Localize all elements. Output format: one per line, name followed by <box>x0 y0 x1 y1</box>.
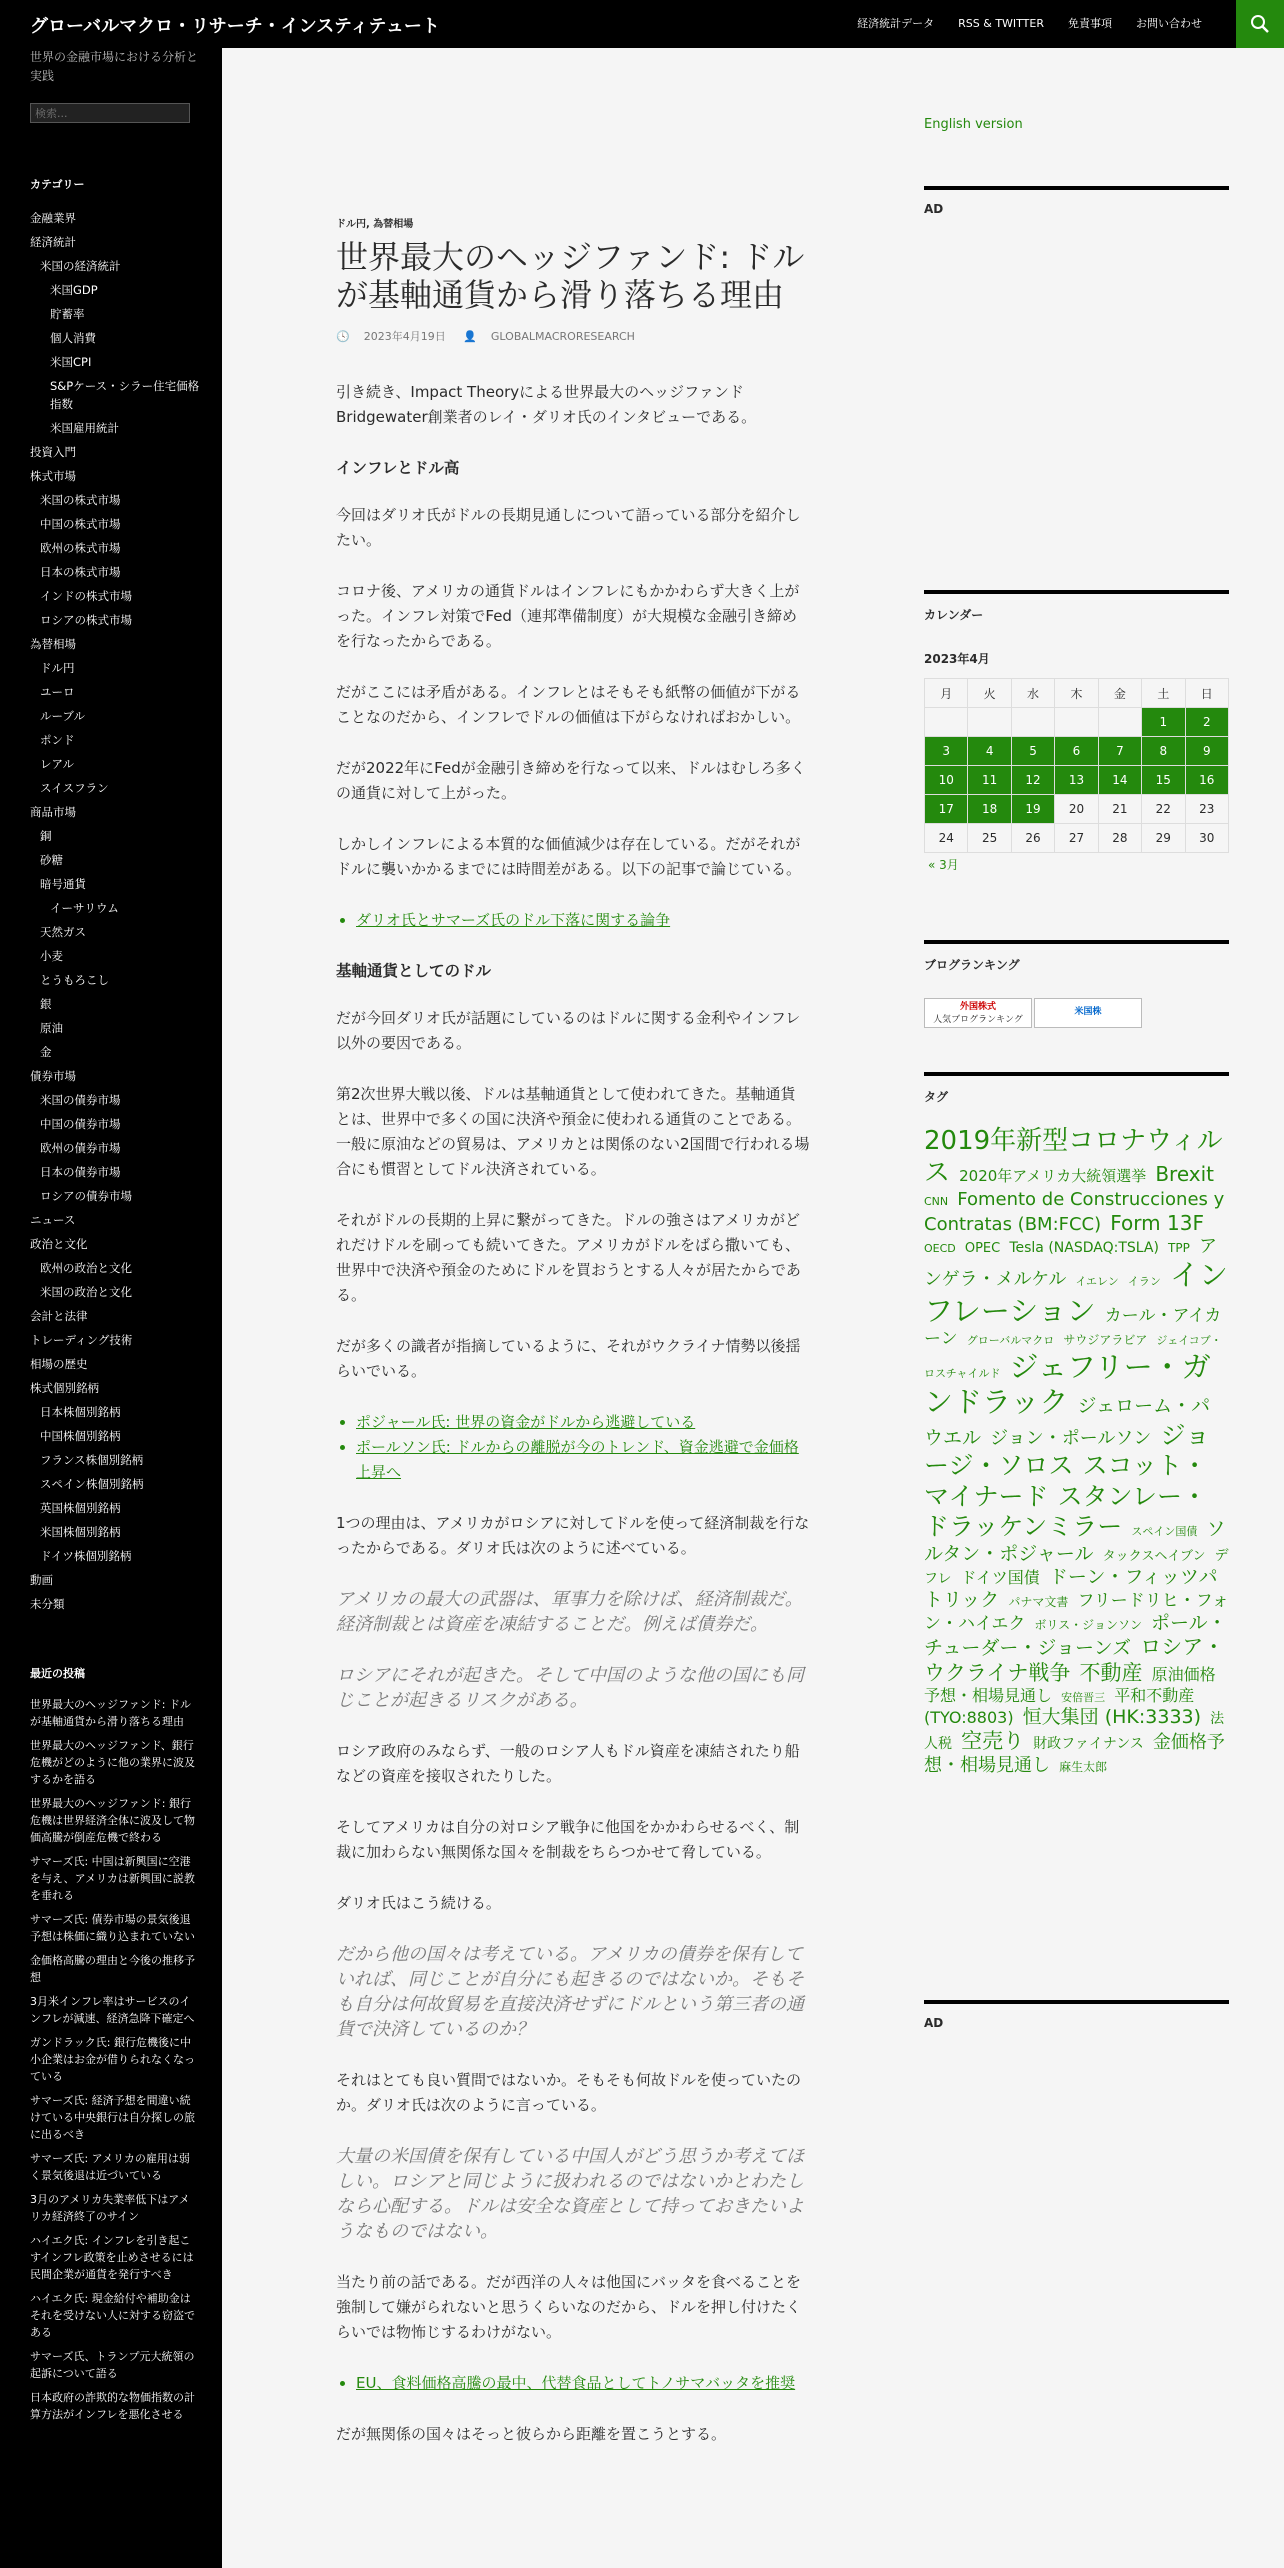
recent-post-link[interactable]: ガンドラック氏: 銀行危機後に中小企業はお金が借りられなくなっている <box>30 2036 195 2083</box>
tag-link[interactable]: パナマ文書 <box>1008 1594 1069 1609</box>
weekday-header: 木 <box>1055 679 1098 708</box>
paragraph: それはとても良い質問ではないか。そもそも何故ドルを使っていたのか。ダリオ氏は次のように言っている。 <box>336 2071 802 2114</box>
paragraph: しかしインフレによる本質的な価値減少は存在している。だがそれがドルに襲いかかるまでには時間差がある。以下の記事で論じている。 <box>336 835 802 878</box>
tag-link[interactable]: 2019年新型コロナウィルス <box>924 1126 1223 1188</box>
search-button[interactable] <box>1236 0 1284 48</box>
paragraph: コロナ後、アメリカの通貨ドルはインフレにもかかわらず大きく上がった。インフレ対策でFed（連邦準備制度）が大規模な金融引き締めを行なったからである。 <box>336 582 800 650</box>
calendar-day[interactable]: 10 <box>925 766 968 795</box>
calendar-empty-cell <box>925 708 968 737</box>
tag-link[interactable]: OPEC <box>964 1241 1001 1257</box>
category-item[interactable]: とうもろこし <box>40 973 109 987</box>
paragraph: 1つの理由は、アメリカがロシアに対してドルを使って経済制裁を行なったからである。ダリオ氏は次のように述べている。 <box>336 1514 810 1557</box>
calendar-day[interactable]: 1 <box>1142 708 1185 737</box>
ranking-badge-us-stocks[interactable] <box>1034 998 1142 1028</box>
tag-link[interactable]: インフレーション <box>924 1258 1228 1328</box>
calendar-day[interactable]: 16 <box>1185 766 1228 795</box>
entry-categories[interactable]: ドル円, 為替相場 <box>336 219 414 230</box>
tag-link[interactable]: 平和不動産 (TYO:8803) <box>924 1686 1195 1727</box>
paragraph: 第2次世界大戦以後、ドルは基軸通貨として使われてきた。基軸通貨とは、世界中で多くの国に決済や預金に使われる通貨のことである。一般に原油などの貿易は、アメリカとは関係のない2国間で行われる場合にも慣習としてドル決済されている。 <box>336 1085 810 1178</box>
category-item[interactable]: 会計と法律 <box>30 1309 88 1323</box>
category-item[interactable]: 原油 <box>40 1021 63 1035</box>
blockquote: ロシアにそれが起きた。そして中国のような他の国にも同じことが起きるリスクがある。 <box>336 1665 804 1711</box>
tag-link[interactable]: ジョン・ポールソン <box>990 1427 1152 1449</box>
category-item[interactable]: 米国の債券市場 <box>40 1093 121 1107</box>
paragraph: だがここには矛盾がある。インフレとはそもそも紙幣の価値が下がることなのだから、インフレでドルの価値は下がらなければおかしい。 <box>336 683 801 726</box>
blockquote: アメリカの最大の武器は、軍事力を除けば、経済制裁だ。経済制裁とは資産を凍結することだ。例えば債券だ。 <box>336 1589 803 1635</box>
category-item[interactable]: 相場の歴史 <box>30 1357 88 1371</box>
weekday-header: 月 <box>925 679 968 708</box>
site-title[interactable]: グローバルマクロ・リサーチ・インスティテュート <box>30 16 440 37</box>
category-item[interactable]: 欧州の株式市場 <box>40 541 121 555</box>
paragraph: ダリオ氏はこう続ける。 <box>336 1894 501 1912</box>
site-tagline: 世界の金融市場における分析と実践 <box>30 50 199 83</box>
category-item[interactable]: 銀 <box>40 997 52 1011</box>
tag-link[interactable]: CNN <box>924 1195 949 1209</box>
recent-posts-title: 最近の投稿 <box>30 1667 85 1680</box>
category-item[interactable]: 日本株個別銘柄 <box>40 1405 121 1419</box>
tag-link[interactable]: 空売り <box>961 1729 1025 1754</box>
category-item[interactable]: 商品市場 <box>30 805 76 819</box>
tag-link[interactable]: デフレ <box>924 1547 1229 1587</box>
blockquote: 大量の米国債を保有している中国人がどう思うか考えてほしい。ロシアと同じように扱われるのではないかとわたしなら心配する。ドルは安全な資産として持っておきたいようなものではない。 <box>336 2146 804 2242</box>
paragraph: ロシア政府のみならず、一般のロシア人もドル資産を凍結されたり船などの資産を接収されたりした。 <box>336 1742 800 1785</box>
paragraph: だが多くの識者が指摘しているように、それがウクライナ情勢以後揺らいでいる。 <box>336 1337 801 1380</box>
calendar-day[interactable]: 7 <box>1098 737 1141 766</box>
tag-link[interactable]: ボリス・ジョンソン <box>1034 1618 1142 1633</box>
recent-post-link[interactable]: 世界最大のヘッジファンド、銀行危機がどのように他の業界に波及するかを語る <box>30 1739 195 1786</box>
calendar-prev-link[interactable]: « 3月 <box>928 858 959 872</box>
category-item[interactable]: S&Pケース・シラー住宅価格指数 <box>50 379 200 411</box>
calendar-day[interactable]: 18 <box>968 795 1011 824</box>
article-title: 世界最大のヘッジファンド: ドルが基軸通貨から滑り落ちる理由 <box>336 238 805 314</box>
category-item[interactable]: 中国株個別銘柄 <box>40 1429 121 1443</box>
category-item[interactable]: 為替相場 <box>30 637 76 651</box>
tag-link[interactable]: カール・アイカーン <box>924 1305 1222 1350</box>
category-item[interactable]: 株式個別銘柄 <box>30 1381 99 1395</box>
user-icon: 👤 <box>463 330 477 343</box>
tag-link[interactable]: ジェローム・パウエル <box>924 1395 1211 1449</box>
related-link[interactable]: EU、食料価格高騰の最中、代替食品としてトノサマバッタを推奨 <box>356 2374 796 2392</box>
search-input[interactable] <box>30 103 190 123</box>
article <box>336 215 810 2473</box>
calendar-day[interactable]: 5 <box>1011 737 1054 766</box>
clock-icon: 🕓 <box>336 330 350 343</box>
recent-post-link[interactable]: 世界最大のヘッジファンド: ドルが基軸通貨から滑り落ちる理由 <box>30 1698 191 1728</box>
recent-post-link[interactable]: 3月のアメリカ失業率低下はアメリカ経済終了のサイン <box>30 2193 190 2223</box>
category-item[interactable]: 投資入門 <box>30 445 76 459</box>
tag-link[interactable]: Tesla (NASDAQ:TSLA) <box>1009 1240 1159 1257</box>
related-links <box>336 1410 810 1485</box>
category-item[interactable]: 金 <box>40 1045 52 1059</box>
calendar-title: カレンダー <box>924 608 984 622</box>
category-item[interactable]: 金融業界 <box>30 211 76 225</box>
calendar-day: 25 <box>968 824 1011 853</box>
weekday-header: 日 <box>1185 679 1228 708</box>
top-nav <box>845 0 1214 48</box>
weekday-header: 土 <box>1142 679 1185 708</box>
category-item[interactable]: 天然ガス <box>40 925 86 939</box>
badge-top-text: 外国株式 <box>959 1002 996 1012</box>
ranking-title: ブログランキング <box>924 958 1020 972</box>
paragraph: だが今回ダリオ氏が話題にしているのはドルに関する金利やインフレ以外の要因である。 <box>336 1009 801 1052</box>
paragraph: そしてアメリカは自分の対ロシア戦争に他国をかかわらせるべく、制裁に加わらない無関係な国々を制裁をちらつかせて脅している。 <box>336 1818 800 1861</box>
calendar-table <box>924 678 1229 853</box>
tag-link[interactable]: 麻生太郎 <box>1059 1759 1108 1774</box>
tag-link[interactable]: ジョージ・ソロス <box>924 1420 1210 1481</box>
recent-post-link[interactable]: サマーズ氏: 経済予想を間違い続けている中央銀行は自分探しの旅に出るべき <box>30 2094 195 2141</box>
tag-link[interactable]: 財政ファイナンス <box>1033 1736 1144 1753</box>
related-link-item <box>356 2371 810 2396</box>
related-link[interactable]: ポールソン氏: ドルからの離脱が今のトレンド、資金逃避で金価格上昇へ <box>356 1438 799 1481</box>
tag-link[interactable]: ドイツ国債 <box>960 1567 1040 1587</box>
tag-link[interactable]: 恒大集団 (HK:3333) <box>1022 1705 1202 1728</box>
category-item[interactable]: 砂糖 <box>40 853 63 867</box>
ranking-widget <box>924 940 1229 1054</box>
tag-link[interactable]: サウジアラビア <box>1063 1333 1148 1348</box>
calendar-day[interactable]: 17 <box>925 795 968 824</box>
calendar-day: 28 <box>1098 824 1141 853</box>
tag-link[interactable]: スペイン国債 <box>1131 1525 1198 1539</box>
category-item[interactable]: 米国株個別銘柄 <box>40 1525 121 1539</box>
related-link[interactable]: ダリオ氏とサマーズ氏のドル下落に関する論争 <box>356 911 671 929</box>
category-item[interactable]: 銅 <box>40 829 52 843</box>
tag-link[interactable]: 金価格予想・相場見通し <box>924 1732 1225 1776</box>
calendar-day[interactable]: 4 <box>968 737 1011 766</box>
ranking-badge-foreign-stocks[interactable] <box>924 998 1032 1028</box>
calendar-day[interactable]: 11 <box>968 766 1011 795</box>
category-item[interactable]: 経済統計 <box>30 235 76 249</box>
recent-post-link[interactable]: 金価格高騰の理由と今後の推移予想 <box>30 1954 195 1984</box>
category-item[interactable]: 米国の株式市場 <box>40 493 121 507</box>
related-link-item <box>356 1410 810 1435</box>
search-icon <box>1250 14 1270 34</box>
recent-post-link[interactable]: サマーズ氏、トランプ元大統領の起訴について語る <box>30 2350 195 2380</box>
calendar-day: 29 <box>1142 824 1185 853</box>
category-item[interactable]: ユーロ <box>40 685 75 699</box>
category-item[interactable]: ロシアの債券市場 <box>40 1189 132 1203</box>
weekday-header: 火 <box>968 679 1011 708</box>
tag-link[interactable]: フリードリヒ・フォン・ハイエク <box>924 1590 1229 1635</box>
paragraph: だが2022年にFedが金融引き締めを行なって以来、ドルはむしろ多くの通貨に対して上がった。 <box>336 759 806 802</box>
nav-disclaimer[interactable]: 免責事項 <box>1068 17 1112 30</box>
category-item[interactable]: ロシアの株式市場 <box>40 613 132 627</box>
calendar-widget <box>924 590 1229 914</box>
ad-title: AD <box>924 202 944 216</box>
category-item[interactable]: 個人消費 <box>50 331 96 345</box>
tag-link[interactable]: アンゲラ・メルケル <box>924 1236 1217 1291</box>
category-item[interactable]: 欧州の債券市場 <box>40 1141 121 1155</box>
tag-link[interactable]: 2020年アメリカ大統領選挙 <box>959 1166 1147 1185</box>
paragraph: 今回はダリオ氏がドルの長期見通しについて語っている部分を紹介したい。 <box>336 506 801 549</box>
calendar-day[interactable]: 3 <box>925 737 968 766</box>
tag-link[interactable]: 法人税 <box>924 1710 1225 1753</box>
tag-link[interactable]: ジェイコブ・ロスチャイルド <box>924 1334 1222 1380</box>
related-links <box>336 908 810 933</box>
category-item[interactable]: 小麦 <box>40 949 63 963</box>
recent-post-link[interactable]: 日本政府の詐欺的な物価指数の計算方法がインフレを悪化させる <box>30 2391 195 2421</box>
category-item[interactable]: 日本の株式市場 <box>40 565 121 579</box>
category-item[interactable]: 動画 <box>30 1573 53 1587</box>
category-item[interactable]: 債券市場 <box>30 1069 76 1083</box>
tag-link[interactable]: イラン <box>1127 1275 1161 1289</box>
recent-post-link[interactable]: 3月米インフレ率はサービスのインフレが減速、経済急降下確定へ <box>30 1995 195 2025</box>
category-item[interactable]: トレーディング技術 <box>30 1333 133 1347</box>
calendar-day[interactable]: 14 <box>1098 766 1141 795</box>
recent-post-link[interactable]: サマーズ氏: 中国は新興国に空港を与え、アメリカは新興国に説教を垂れる <box>30 1855 195 1902</box>
tag-link[interactable]: Form 13F <box>1110 1211 1204 1236</box>
calendar-empty-cell <box>968 708 1011 737</box>
nav-economic-data[interactable]: 経済統計データ <box>857 17 935 30</box>
category-item[interactable]: 中国の株式市場 <box>40 517 121 531</box>
recent-post-link[interactable]: ハイエク氏: インフレを引き起こすインフレ政策を止めさせるには民間企業が通貨を発行すべき <box>30 2234 194 2281</box>
tag-cloud <box>924 1126 1229 1777</box>
category-item[interactable]: 暗号通貨 <box>40 877 86 891</box>
calendar-day: 20 <box>1055 795 1098 824</box>
tag-link[interactable]: ソルタン・ポジャール <box>924 1518 1226 1565</box>
category-item[interactable]: スペイン株個別銘柄 <box>40 1477 144 1491</box>
category-item[interactable]: 米国の政治と文化 <box>40 1285 132 1299</box>
category-item[interactable]: 未分類 <box>30 1597 65 1611</box>
category-item[interactable]: ルーブル <box>40 709 85 723</box>
ad-widget-top <box>924 186 1229 340</box>
category-item[interactable]: ドイツ株個別銘柄 <box>40 1549 132 1563</box>
categories-title: カテゴリー <box>30 178 85 191</box>
paragraph: それがドルの長期的上昇に繋がってきた。ドルの強さはアメリカがどれだけドルを刷っても続いてきた。アメリカがドルをばら撒いても、世界中で決済や預金のためにドルを買おうとする人々が居たからである。 <box>336 1211 801 1304</box>
weekday-header: 金 <box>1098 679 1141 708</box>
paragraph: 引き続き、Impact Theoryによる世界最大のヘッジファンドBridgewater創業者のレイ・ダリオ氏のインタビューである。 <box>336 383 757 426</box>
category-item[interactable]: 貯蓄率 <box>50 307 85 321</box>
ad-widget-bottom <box>924 2000 1229 2064</box>
tag-link[interactable]: Brexit <box>1155 1161 1215 1186</box>
recent-post-link[interactable]: ハイエク氏: 現金給付や補助金はそれを受けない人に対する窃盗である <box>30 2292 195 2339</box>
ranking-badges <box>924 998 1144 1028</box>
category-item[interactable]: 欧州の政治と文化 <box>40 1261 132 1275</box>
badge-bottom-text: 人気ブログランキング <box>933 1015 1023 1025</box>
recent-post-link[interactable]: サマーズ氏: アメリカの雇用は弱く景気後退は近づいている <box>30 2152 190 2182</box>
nav-contact[interactable]: お問い合わせ <box>1136 17 1202 30</box>
tag-link[interactable]: スコット・マイナード <box>924 1451 1208 1511</box>
tag-link[interactable]: TPP <box>1168 1241 1190 1256</box>
calendar-day[interactable]: 13 <box>1055 766 1098 795</box>
category-item[interactable]: イーサリウム <box>50 901 119 915</box>
tag-link[interactable]: 原油価格予想・相場見通し <box>924 1664 1216 1706</box>
calendar-day: 26 <box>1011 824 1054 853</box>
category-item[interactable]: ポンド <box>40 733 75 747</box>
tag-link[interactable]: スタンレー・ドラッケンミラー <box>924 1481 1207 1542</box>
tag-link[interactable]: タックスヘイブン <box>1102 1548 1206 1564</box>
calendar-day: 27 <box>1055 824 1098 853</box>
category-item[interactable]: 中国の債券市場 <box>40 1117 121 1131</box>
related-link-item <box>356 908 810 933</box>
paragraph: 当たり前の話である。だが西洋の人々は他国にバッタを食べることを強制して嫌がられないと思うくらいなのだから、ドルを押し付けたくらいでは物怖じするわけがない。 <box>336 2273 802 2341</box>
calendar-day[interactable]: 2 <box>1185 708 1228 737</box>
related-links <box>336 2371 810 2396</box>
category-item[interactable]: 米国GDP <box>50 283 98 297</box>
tags-title: タグ <box>924 1090 949 1104</box>
ad-title-bottom: AD <box>924 2016 944 2030</box>
category-item[interactable]: 米国の経済統計 <box>40 259 121 273</box>
english-version-link[interactable]: English version <box>924 117 1023 132</box>
calendar-day: 30 <box>1185 824 1228 853</box>
recent-posts-list <box>30 1696 195 2430</box>
badge-top-text: 米国株 <box>1074 1007 1102 1017</box>
left-sidebar <box>0 48 222 2568</box>
calendar-empty-cell <box>1098 708 1141 737</box>
calendar-day: 21 <box>1098 795 1141 824</box>
tag-link[interactable]: ロシア・ウクライナ戦争 <box>924 1635 1225 1685</box>
calendar-day[interactable]: 12 <box>1011 766 1054 795</box>
category-item[interactable]: インドの株式市場 <box>40 589 132 603</box>
category-item[interactable]: フランス株個別銘柄 <box>40 1453 144 1467</box>
calendar-day[interactable]: 9 <box>1185 737 1228 766</box>
calendar-day[interactable]: 8 <box>1142 737 1185 766</box>
tags-widget <box>924 1072 1229 1956</box>
tag-link[interactable]: 安倍晋三 <box>1061 1691 1106 1705</box>
calendar-day[interactable]: 6 <box>1055 737 1098 766</box>
calendar-day: 23 <box>1185 795 1228 824</box>
post-date[interactable]: 2023年4月19日 <box>363 330 446 343</box>
tag-link[interactable]: 不動産 <box>1079 1660 1143 1685</box>
related-link-item <box>356 1435 810 1485</box>
category-item[interactable]: レアル <box>40 757 75 771</box>
category-item[interactable]: 株式市場 <box>30 469 76 483</box>
calendar-day: 24 <box>925 824 968 853</box>
category-item[interactable]: ニュース <box>30 1213 76 1227</box>
recent-post-link[interactable]: サマーズ氏: 債券市場の景気後退予想は株価に織り込まれていない <box>30 1913 195 1943</box>
category-item[interactable]: スイスフラン <box>40 781 109 795</box>
category-item[interactable]: 日本の債券市場 <box>40 1165 121 1179</box>
entry-meta <box>336 328 810 344</box>
tag-link[interactable]: イエレン <box>1075 1275 1119 1289</box>
post-author[interactable]: GLOBALMACRORESEARCH <box>490 330 635 343</box>
tag-link[interactable]: ドーン・フィッツパトリック <box>924 1565 1218 1611</box>
tag-link[interactable]: OECD <box>924 1242 956 1256</box>
calendar-month: 2023年4月 <box>924 652 990 666</box>
calendar-day: 22 <box>1142 795 1185 824</box>
section-heading: インフレとドル高 <box>336 459 460 477</box>
tag-link[interactable]: ポール・チューダー・ジョーンズ <box>924 1612 1227 1660</box>
calendar-empty-cell <box>1055 708 1098 737</box>
category-item[interactable]: ドル円 <box>40 661 75 675</box>
weekday-header: 水 <box>1011 679 1054 708</box>
blockquote: だから他の国々は考えている。アメリカの債券を保有していれば、同じことが自分にも起きるのではないか。そもそも自分は何故貿易を直接決済せずにドルという第三者の通貨で決済しているのか？ <box>336 1944 804 2040</box>
recent-post-link[interactable]: 世界最大のヘッジファンド: 銀行危機は世界経済全体に波及して物価高騰が倒産危機で終わる <box>30 1797 195 1844</box>
category-list <box>30 206 205 1616</box>
calendar-day[interactable]: 15 <box>1142 766 1185 795</box>
section-heading: 基軸通貨としてのドル <box>336 962 492 980</box>
article-body <box>336 380 810 2447</box>
category-item[interactable]: 英国株個別銘柄 <box>40 1501 121 1515</box>
tag-link[interactable]: グローバルマクロ <box>966 1334 1055 1348</box>
calendar-empty-cell <box>1011 708 1054 737</box>
category-item[interactable]: 米国雇用統計 <box>50 421 119 435</box>
nav-rss-twitter[interactable]: RSS & TWITTER <box>958 17 1044 30</box>
category-item[interactable]: 米国CPI <box>50 355 92 369</box>
tag-link[interactable]: ジェフリー・ガンドラック <box>924 1349 1211 1420</box>
paragraph: だが無関係の国々はそっと彼らから距離を置こうとする。 <box>336 2425 727 2443</box>
related-link[interactable]: ポジャール氏: 世界の資金がドルから逃避している <box>356 1413 696 1431</box>
site-header <box>0 0 1284 48</box>
category-item[interactable]: 政治と文化 <box>30 1237 88 1251</box>
calendar-day[interactable]: 19 <box>1011 795 1054 824</box>
tag-link[interactable]: Fomento de Construcciones y Contratas (BM:FCC) <box>924 1189 1225 1236</box>
